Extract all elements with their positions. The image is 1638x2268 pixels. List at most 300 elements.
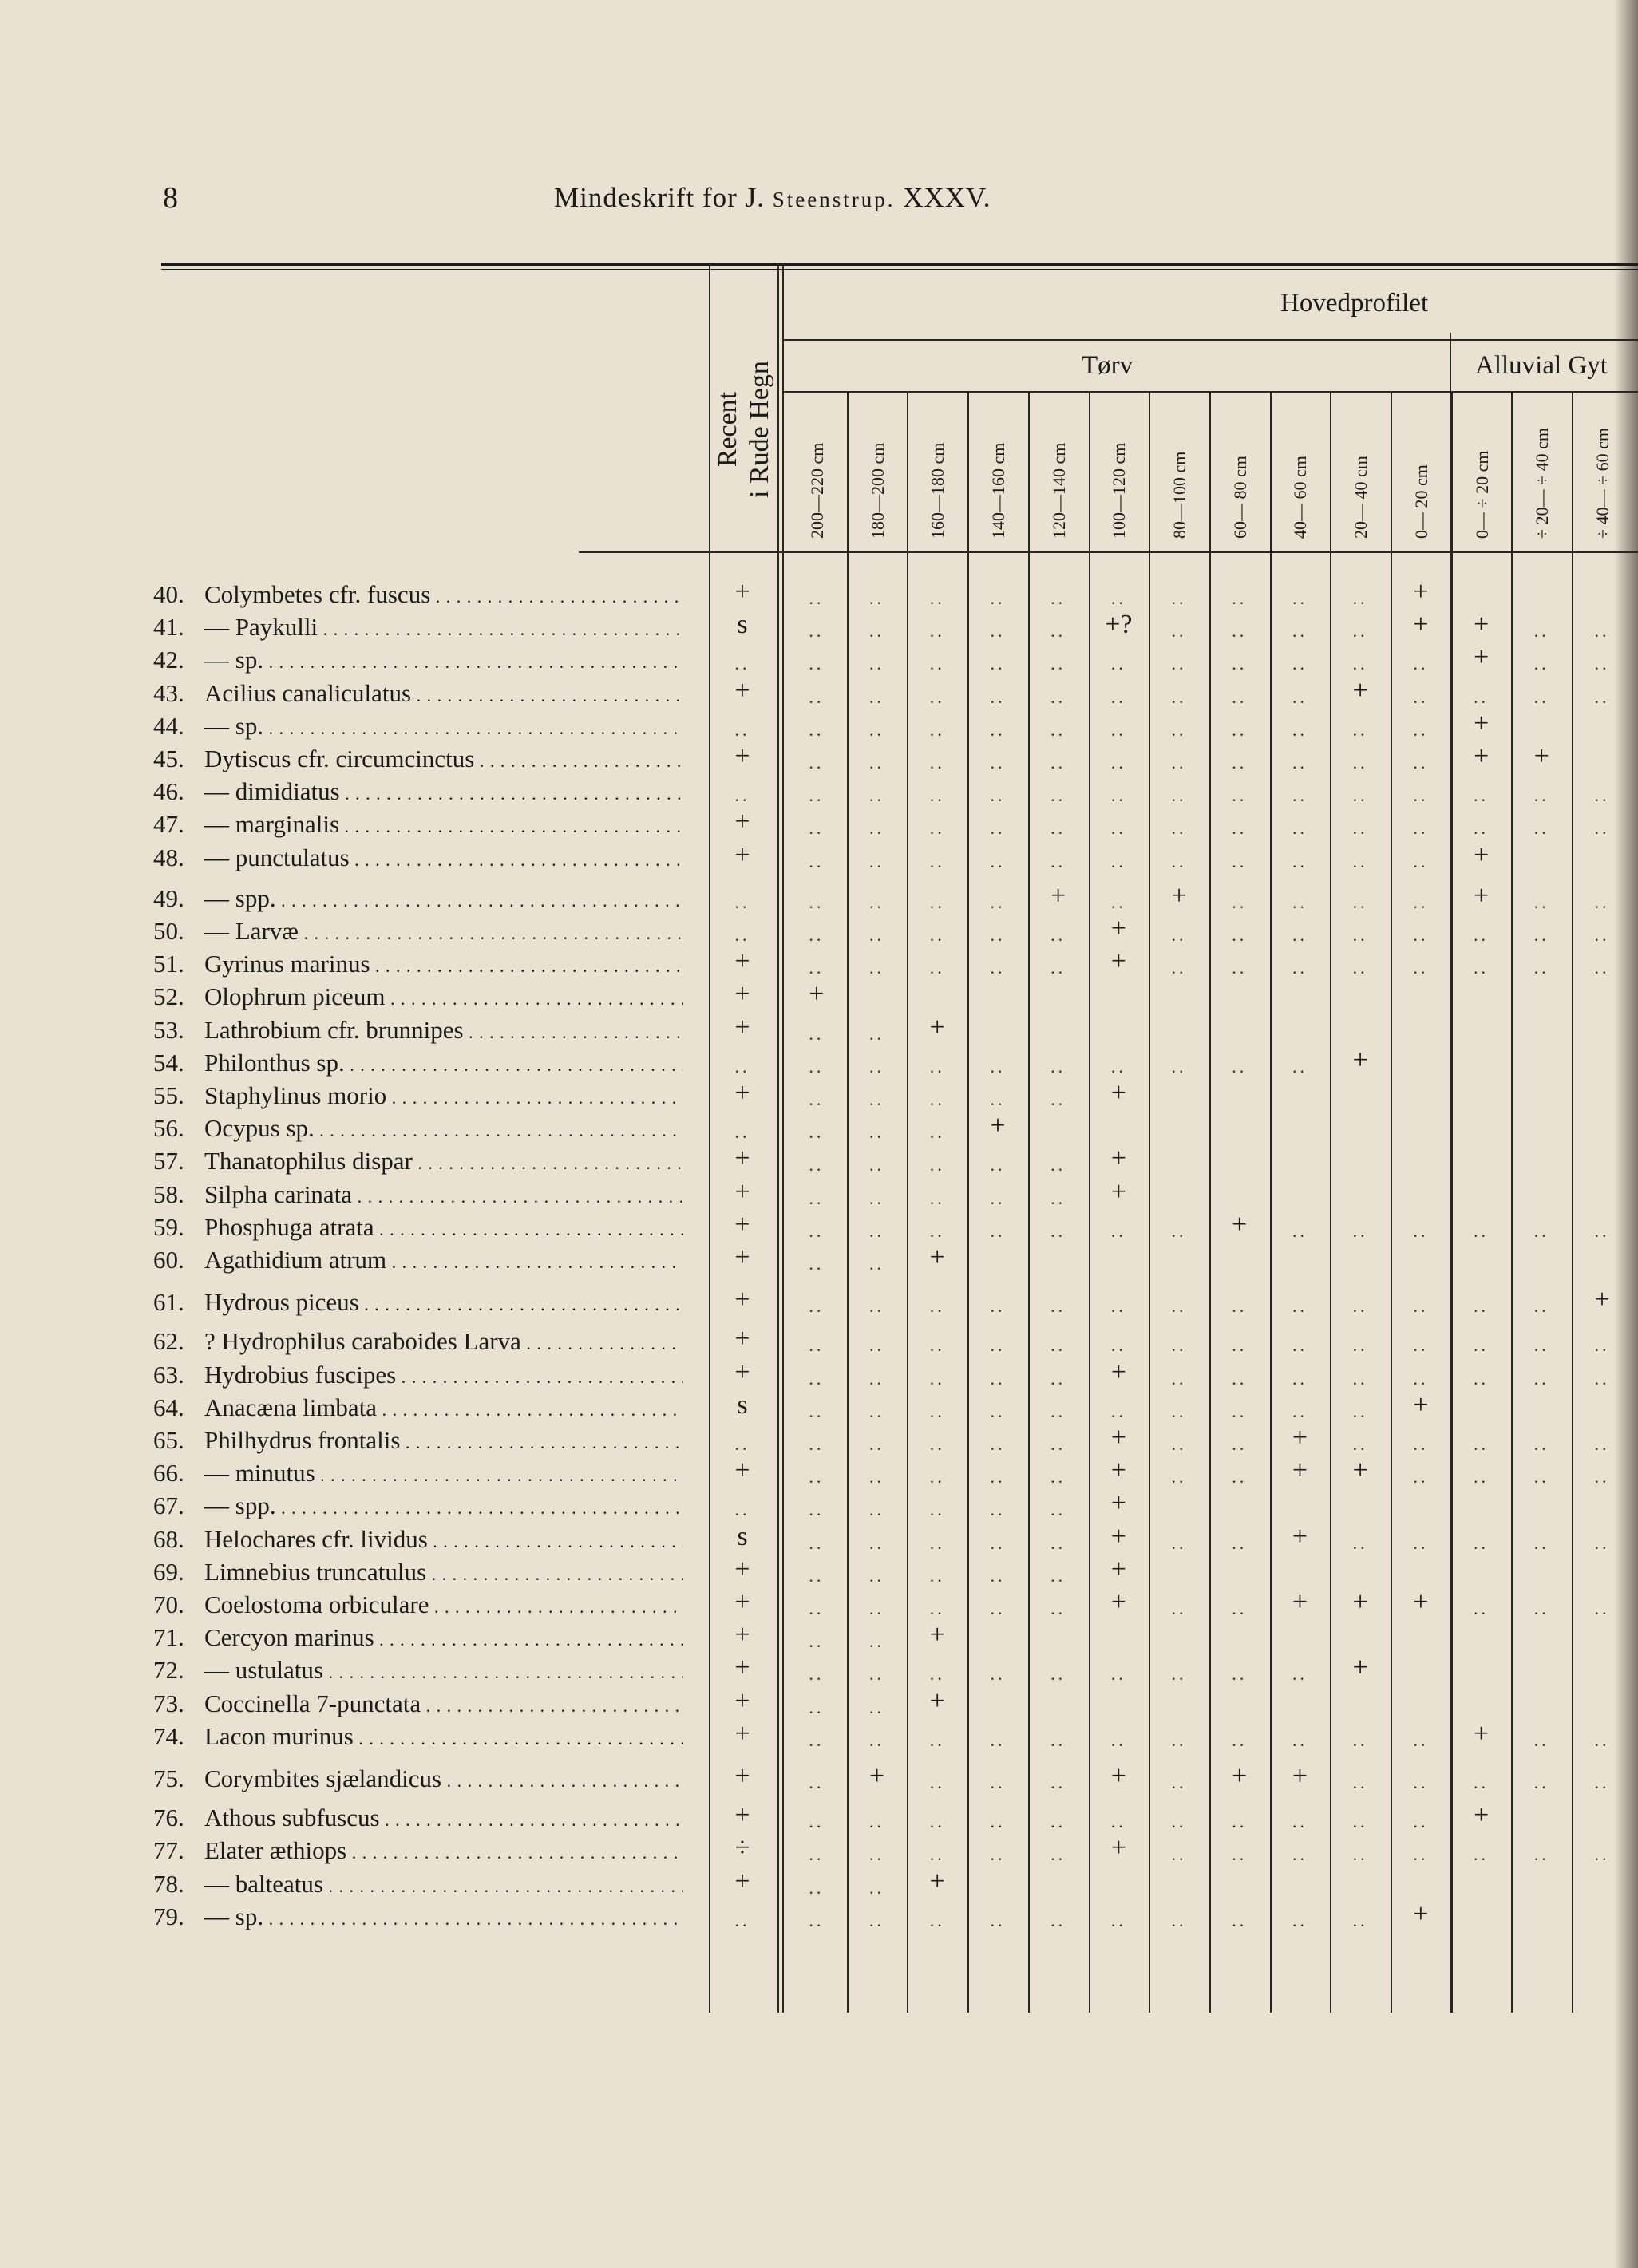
- species-name: Helochares cfr. lividus . . .: [204, 1525, 683, 1554]
- depth-cell: ..: [1594, 1434, 1610, 1454]
- depth-cell: ..: [869, 686, 885, 707]
- depth-cell: ..: [869, 1631, 885, 1652]
- depth-cell: ..: [809, 958, 825, 978]
- depth-cell: ..: [1474, 1335, 1490, 1356]
- depth-cell: ..: [1171, 1664, 1187, 1685]
- depth-cell: ..: [1171, 1812, 1187, 1832]
- table-row: [0, 1800, 1638, 1835]
- depth-cell: ..: [869, 1532, 885, 1553]
- depth-cell: ..: [1232, 891, 1248, 912]
- depth-cell: ..: [869, 1877, 885, 1898]
- depth-cell: ..: [1110, 818, 1126, 839]
- depth-cell: +: [1292, 1521, 1308, 1551]
- depth-cell: ..: [809, 1499, 825, 1520]
- depth-cell: ..: [1594, 1844, 1610, 1865]
- depth-cell: ..: [1110, 686, 1126, 707]
- depth-column-header: 100—120 cm: [1109, 442, 1130, 539]
- depth-cell: ..: [1050, 1729, 1066, 1750]
- depth-cell: ..: [1171, 785, 1187, 806]
- depth-cell: ..: [809, 851, 825, 871]
- table-row: [0, 914, 1638, 949]
- depth-cell: ..: [1352, 1844, 1368, 1865]
- depth-cell: +: [1473, 708, 1490, 738]
- depth-cell: ..: [809, 1532, 825, 1553]
- depth-cell: ..: [1533, 1598, 1549, 1618]
- depth-cell: ..: [809, 1434, 825, 1454]
- depth-cell: ..: [990, 1056, 1006, 1077]
- depth-cell: ..: [990, 686, 1006, 707]
- depth-cell: ..: [1474, 958, 1490, 978]
- recent-cell: +: [734, 1078, 750, 1108]
- depth-cell: ..: [929, 1335, 945, 1356]
- depth-cell: ..: [1050, 1812, 1066, 1832]
- depth-cell: ..: [1232, 1434, 1248, 1454]
- depth-cell: +: [1050, 880, 1066, 911]
- depth-cell: ..: [1594, 925, 1610, 945]
- depth-cell: ..: [1292, 818, 1308, 839]
- depth-cell: ..: [1292, 1910, 1308, 1930]
- depth-cell: ..: [1232, 1368, 1248, 1389]
- depth-cell: ..: [809, 1368, 825, 1389]
- recent-cell: +: [734, 675, 750, 705]
- depth-cell: ..: [929, 1401, 945, 1421]
- depth-cell: ..: [1352, 654, 1368, 674]
- depth-cell: ..: [990, 1467, 1006, 1488]
- depth-cell: ..: [1110, 1220, 1126, 1241]
- depth-cell: ..: [1292, 785, 1308, 806]
- table-row: [0, 577, 1638, 612]
- depth-column-header: ÷ 40— ÷ 60 cm: [1592, 427, 1612, 539]
- depth-cell: ..: [929, 1729, 945, 1750]
- depth-cell: ..: [809, 753, 825, 772]
- species-name: — Paykulli . . .: [204, 613, 683, 642]
- depth-cell: ..: [1232, 1812, 1248, 1832]
- depth-cell: ..: [1533, 958, 1549, 978]
- depth-cell: ..: [1171, 1335, 1187, 1356]
- depth-cell: ..: [1533, 1296, 1549, 1317]
- depth-cell: ..: [1171, 621, 1187, 642]
- depth-cell: ..: [1050, 1532, 1066, 1553]
- depth-cell: +: [868, 1761, 885, 1791]
- depth-cell: +: [1110, 1587, 1126, 1617]
- table-row: [0, 675, 1638, 711]
- depth-cell: ..: [1594, 1335, 1610, 1356]
- depth-cell: ..: [869, 1729, 885, 1750]
- depth-cell: ..: [1594, 818, 1610, 839]
- depth-cell: ..: [1110, 588, 1126, 608]
- row-number: 40.: [153, 580, 184, 608]
- row-number: 79.: [153, 1902, 184, 1930]
- species-name: Ocypus sp. . . .: [204, 1114, 683, 1143]
- group-header-main: Hovedprofilet: [1280, 289, 1429, 318]
- depth-cell: ..: [809, 1220, 825, 1241]
- depth-cell: +: [1110, 1357, 1126, 1387]
- species-name: Thanatophilus dispar . . .: [204, 1147, 683, 1175]
- table-row: [0, 1866, 1638, 1902]
- depth-cell: ..: [1050, 1664, 1066, 1685]
- depth-cell: ..: [929, 1220, 945, 1241]
- depth-cell: ..: [1594, 958, 1610, 978]
- species-name: — ustulatus . . .: [204, 1656, 683, 1685]
- depth-column-header: 180—200 cm: [867, 442, 888, 539]
- depth-cell: ..: [1110, 654, 1126, 674]
- row-number: 48.: [153, 843, 184, 871]
- depth-cell: ..: [1413, 1844, 1429, 1865]
- header-bottom-rule: [579, 551, 1638, 553]
- row-number: 51.: [153, 950, 184, 978]
- depth-cell: ..: [809, 1910, 825, 1930]
- depth-cell: ..: [929, 1089, 945, 1109]
- depth-cell: ..: [990, 1664, 1006, 1685]
- depth-column-header: 140—160 cm: [987, 442, 1008, 539]
- depth-cell: ..: [1110, 719, 1126, 740]
- species-name: Elater æthiops . . .: [204, 1836, 683, 1865]
- recent-cell: ..: [734, 1910, 750, 1930]
- depth-cell: ..: [869, 621, 885, 642]
- depth-cell: ..: [1110, 1056, 1126, 1077]
- depth-cell: ..: [990, 958, 1006, 978]
- depth-cell: ..: [809, 1155, 825, 1175]
- depth-cell: ..: [1594, 1729, 1610, 1750]
- depth-cell: ..: [1352, 1532, 1368, 1553]
- depth-cell: ..: [1171, 1910, 1187, 1930]
- depth-cell: ..: [1474, 785, 1490, 806]
- depth-cell: ..: [1171, 588, 1187, 608]
- depth-cell: ..: [809, 719, 825, 740]
- depth-cell: ..: [809, 1467, 825, 1488]
- depth-cell: ..: [869, 1812, 885, 1832]
- depth-cell: ..: [929, 1122, 945, 1143]
- depth-cell: ..: [1232, 818, 1248, 839]
- depth-cell: ..: [1171, 719, 1187, 740]
- depth-cell: ..: [1413, 753, 1429, 772]
- depth-cell: ..: [1413, 719, 1429, 740]
- depth-cell: ..: [1292, 851, 1308, 871]
- depth-cell: ..: [1352, 753, 1368, 772]
- depth-cell: ..: [1171, 925, 1187, 945]
- species-name: Anacæna limbata . . .: [204, 1393, 683, 1422]
- depth-cell: ..: [1110, 1729, 1126, 1750]
- depth-cell: ..: [990, 1844, 1006, 1865]
- row-number: 77.: [153, 1836, 184, 1865]
- row-number: 63.: [153, 1360, 184, 1389]
- group-header-peat: Tørv: [1082, 351, 1134, 380]
- depth-cell: +: [1473, 1718, 1490, 1748]
- recent-cell: ÷: [734, 1833, 750, 1863]
- depth-cell: ..: [1050, 1598, 1066, 1618]
- table-row: [0, 1761, 1638, 1796]
- depth-cell: ..: [869, 1368, 885, 1389]
- table-row: [0, 1243, 1638, 1278]
- row-number: 70.: [153, 1590, 184, 1618]
- depth-cell: ..: [869, 1401, 885, 1421]
- depth-cell: ..: [869, 1664, 885, 1685]
- depth-cell: ..: [1352, 1368, 1368, 1389]
- row-number: 74.: [153, 1721, 184, 1750]
- depth-cell: ..: [1352, 621, 1368, 642]
- depth-column-header: 160—180 cm: [928, 442, 948, 539]
- species-name: — marginalis . . .: [204, 810, 683, 839]
- table-row: [0, 1209, 1638, 1245]
- depth-cell: ..: [809, 621, 825, 642]
- row-number: 67.: [153, 1492, 184, 1520]
- depth-cell: ..: [869, 925, 885, 945]
- recent-cell: +: [734, 1685, 750, 1716]
- species-name: Hydrobius fuscipes . . .: [204, 1361, 683, 1389]
- depth-cell: ..: [990, 654, 1006, 674]
- species-name: Cercyon marinus . . .: [204, 1623, 683, 1652]
- depth-cell: ..: [1533, 1729, 1549, 1750]
- depth-cell: ..: [809, 588, 825, 608]
- depth-cell: ..: [1171, 851, 1187, 871]
- species-name: — sp. . . .: [204, 1903, 683, 1931]
- depth-cell: +: [1413, 1587, 1429, 1617]
- depth-cell: ..: [869, 1335, 885, 1356]
- table-row: [0, 741, 1638, 776]
- depth-cell: ..: [1292, 1729, 1308, 1750]
- depth-cell: ..: [1050, 719, 1066, 740]
- depth-cell: +: [1110, 1521, 1126, 1551]
- depth-cell: ..: [869, 1598, 885, 1618]
- depth-cell: ..: [990, 1089, 1006, 1109]
- depth-cell: ..: [929, 1772, 945, 1792]
- depth-cell: ..: [1533, 1844, 1549, 1865]
- species-name: — spp. . . .: [204, 1492, 683, 1520]
- depth-cell: ..: [869, 719, 885, 740]
- depth-cell: ..: [809, 1254, 825, 1274]
- depth-cell: ..: [1413, 1368, 1429, 1389]
- depth-cell: ..: [1413, 851, 1429, 871]
- species-name: — dimidiatus . . .: [204, 777, 683, 806]
- row-number: 75.: [153, 1764, 184, 1792]
- row-number: 49.: [153, 883, 184, 912]
- row-number: 60.: [153, 1246, 184, 1274]
- depth-cell: ..: [1232, 621, 1248, 642]
- row-number: 65.: [153, 1426, 184, 1454]
- depth-cell: ..: [990, 719, 1006, 740]
- depth-cell: +: [1171, 880, 1187, 911]
- depth-cell: ..: [990, 851, 1006, 871]
- row-number: 68.: [153, 1524, 184, 1553]
- depth-cell: +: [1232, 1761, 1248, 1791]
- depth-cell: ..: [929, 1532, 945, 1553]
- depth-cell: +: [929, 1685, 945, 1716]
- depth-cell: ..: [990, 1187, 1006, 1208]
- species-name: — punctulatus . . .: [204, 844, 683, 872]
- species-name: — Larvæ . . .: [204, 917, 683, 946]
- depth-cell: ..: [929, 1598, 945, 1618]
- recent-cell: ..: [734, 719, 750, 740]
- recent-cell: ..: [734, 925, 750, 945]
- depth-cell: ..: [1352, 719, 1368, 740]
- depth-cell: +: [1352, 1045, 1368, 1075]
- depth-cell: ..: [869, 654, 885, 674]
- depth-cell: ..: [869, 1056, 885, 1077]
- depth-cell: ..: [1171, 1532, 1187, 1553]
- row-number: 44.: [153, 711, 184, 740]
- species-name: Hydrous piceus . . .: [204, 1288, 683, 1317]
- depth-cell: ..: [1232, 719, 1248, 740]
- species-name: Dytiscus cfr. circumcinctus . . .: [204, 745, 683, 773]
- depth-cell: ..: [1050, 1844, 1066, 1865]
- depth-cell: ..: [809, 1631, 825, 1652]
- table-row: [0, 1587, 1638, 1622]
- row-number: 42.: [153, 646, 184, 674]
- table-row: [0, 1488, 1638, 1523]
- recent-cell: ..: [734, 1056, 750, 1077]
- depth-cell: ..: [1533, 1532, 1549, 1553]
- depth-cell: ..: [1232, 1296, 1248, 1317]
- recent-cell: s: [737, 1389, 748, 1420]
- row-number: 59.: [153, 1212, 184, 1241]
- depth-cell: ..: [1413, 818, 1429, 839]
- recent-cell: ..: [734, 785, 750, 806]
- table-row: [0, 1111, 1638, 1146]
- depth-cell: ..: [929, 654, 945, 674]
- recent-cell: +: [734, 1285, 750, 1315]
- depth-cell: +: [1413, 1899, 1429, 1929]
- depth-cell: ..: [1533, 1434, 1549, 1454]
- species-name: Coccinella 7-punctata . . .: [204, 1689, 683, 1718]
- species-name: ? Hydrophilus caraboides Larva . . .: [204, 1327, 683, 1356]
- species-name: Lacon murinus . . .: [204, 1722, 683, 1751]
- species-name: — sp. . . .: [204, 646, 683, 674]
- recent-cell: +: [734, 1761, 750, 1791]
- depth-cell: ..: [990, 925, 1006, 945]
- depth-cell: ..: [1533, 785, 1549, 806]
- depth-column-header: 200—220 cm: [806, 442, 827, 539]
- depth-cell: ..: [869, 1187, 885, 1208]
- depth-cell: ..: [1171, 654, 1187, 674]
- depth-cell: ..: [929, 1056, 945, 1077]
- depth-cell: ..: [1050, 1499, 1066, 1520]
- depth-cell: ..: [1413, 891, 1429, 912]
- depth-cell: ..: [929, 719, 945, 740]
- depth-cell: ..: [1110, 851, 1126, 871]
- depth-cell: ..: [990, 1565, 1006, 1586]
- depth-cell: ..: [1594, 1467, 1610, 1488]
- depth-cell: ..: [1232, 1844, 1248, 1865]
- species-name: Olophrum piceum . . .: [204, 982, 683, 1011]
- depth-cell: ..: [990, 1812, 1006, 1832]
- depth-cell: ..: [990, 1499, 1006, 1520]
- depth-cell: ..: [1474, 1772, 1490, 1792]
- depth-cell: ..: [1352, 1220, 1368, 1241]
- species-name: Phosphuga atrata . . .: [204, 1213, 683, 1242]
- depth-cell: ..: [1171, 1368, 1187, 1389]
- depth-cell: ..: [1050, 1220, 1066, 1241]
- depth-cell: ..: [1413, 785, 1429, 806]
- depth-cell: +: [1413, 1389, 1429, 1420]
- table-row: [0, 840, 1638, 875]
- depth-cell: ..: [990, 1434, 1006, 1454]
- depth-cell: ..: [990, 1910, 1006, 1930]
- depth-cell: ..: [809, 1296, 825, 1317]
- species-name: Corymbites sjælandicus . . .: [204, 1764, 683, 1793]
- depth-cell: ..: [869, 1254, 885, 1274]
- depth-cell: ..: [929, 588, 945, 608]
- depth-cell: ..: [1352, 818, 1368, 839]
- depth-column-header: 120—140 cm: [1048, 442, 1069, 539]
- recent-cell: +: [734, 1012, 750, 1042]
- depth-cell: ..: [1171, 1598, 1187, 1618]
- depth-cell: ..: [1594, 1220, 1610, 1241]
- depth-cell: ..: [929, 1844, 945, 1865]
- depth-cell: ..: [1292, 925, 1308, 945]
- depth-cell: ..: [1050, 1910, 1066, 1930]
- depth-cell: ..: [809, 1401, 825, 1421]
- depth-cell: ..: [1292, 1056, 1308, 1077]
- depth-cell: ..: [1232, 1910, 1248, 1930]
- depth-cell: +: [1352, 1653, 1368, 1683]
- row-number: 69.: [153, 1557, 184, 1586]
- depth-cell: +: [1110, 1144, 1126, 1174]
- depth-cell: +: [1232, 1209, 1248, 1239]
- row-number: 45.: [153, 745, 184, 772]
- depth-cell: ..: [1110, 785, 1126, 806]
- table-row: [0, 1324, 1638, 1359]
- depth-cell: ..: [1171, 1220, 1187, 1241]
- table-row: [0, 1653, 1638, 1688]
- species-name: Coelostoma orbiculare . . .: [204, 1590, 683, 1619]
- depth-cell: +: [1110, 1456, 1126, 1486]
- depth-cell: ..: [1594, 1532, 1610, 1553]
- table-row: [0, 1176, 1638, 1212]
- depth-cell: ..: [869, 1434, 885, 1454]
- species-name: Gyrinus marinus . . .: [204, 950, 683, 978]
- depth-cell: ..: [990, 818, 1006, 839]
- depth-cell: ..: [869, 1296, 885, 1317]
- depth-cell: ..: [809, 1664, 825, 1685]
- species-name: Staphylinus morio . . .: [204, 1081, 683, 1110]
- depth-cell: +: [1594, 1285, 1610, 1315]
- depth-cell: ..: [990, 1401, 1006, 1421]
- depth-cell: ..: [1232, 1664, 1248, 1685]
- depth-cell: ..: [1352, 588, 1368, 608]
- recent-cell: ..: [734, 1122, 750, 1143]
- depth-cell: ..: [1110, 891, 1126, 912]
- depth-cell: ..: [990, 1155, 1006, 1175]
- depth-cell: ..: [929, 1155, 945, 1175]
- depth-cell: ..: [1050, 1335, 1066, 1356]
- depth-cell: +: [1352, 1456, 1368, 1486]
- depth-cell: ..: [1110, 753, 1126, 772]
- depth-cell: +?: [1105, 610, 1133, 640]
- table-row: [0, 708, 1638, 744]
- depth-cell: ..: [809, 1056, 825, 1077]
- depth-cell: ..: [1352, 1434, 1368, 1454]
- depth-cell: +: [1110, 1761, 1126, 1791]
- depth-cell: ..: [1594, 654, 1610, 674]
- depth-cell: ..: [1413, 925, 1429, 945]
- depth-cell: ..: [1232, 654, 1248, 674]
- depth-column-header: 0— 20 cm: [1410, 464, 1431, 539]
- recent-cell: +: [734, 979, 750, 1010]
- depth-cell: ..: [1292, 1296, 1308, 1317]
- depth-cell: +: [1413, 610, 1429, 640]
- row-number: 72.: [153, 1656, 184, 1685]
- row-number: 54.: [153, 1048, 184, 1077]
- depth-cell: ..: [809, 1772, 825, 1792]
- depth-cell: ..: [869, 1499, 885, 1520]
- depth-cell: ..: [929, 1499, 945, 1520]
- recent-cell: ..: [734, 654, 750, 674]
- depth-cell: ..: [1110, 1401, 1126, 1421]
- depth-cell: ..: [869, 958, 885, 978]
- table-row: [0, 1833, 1638, 1868]
- depth-cell: ..: [1232, 588, 1248, 608]
- species-name: Colymbetes cfr. fuscus . . .: [204, 580, 683, 609]
